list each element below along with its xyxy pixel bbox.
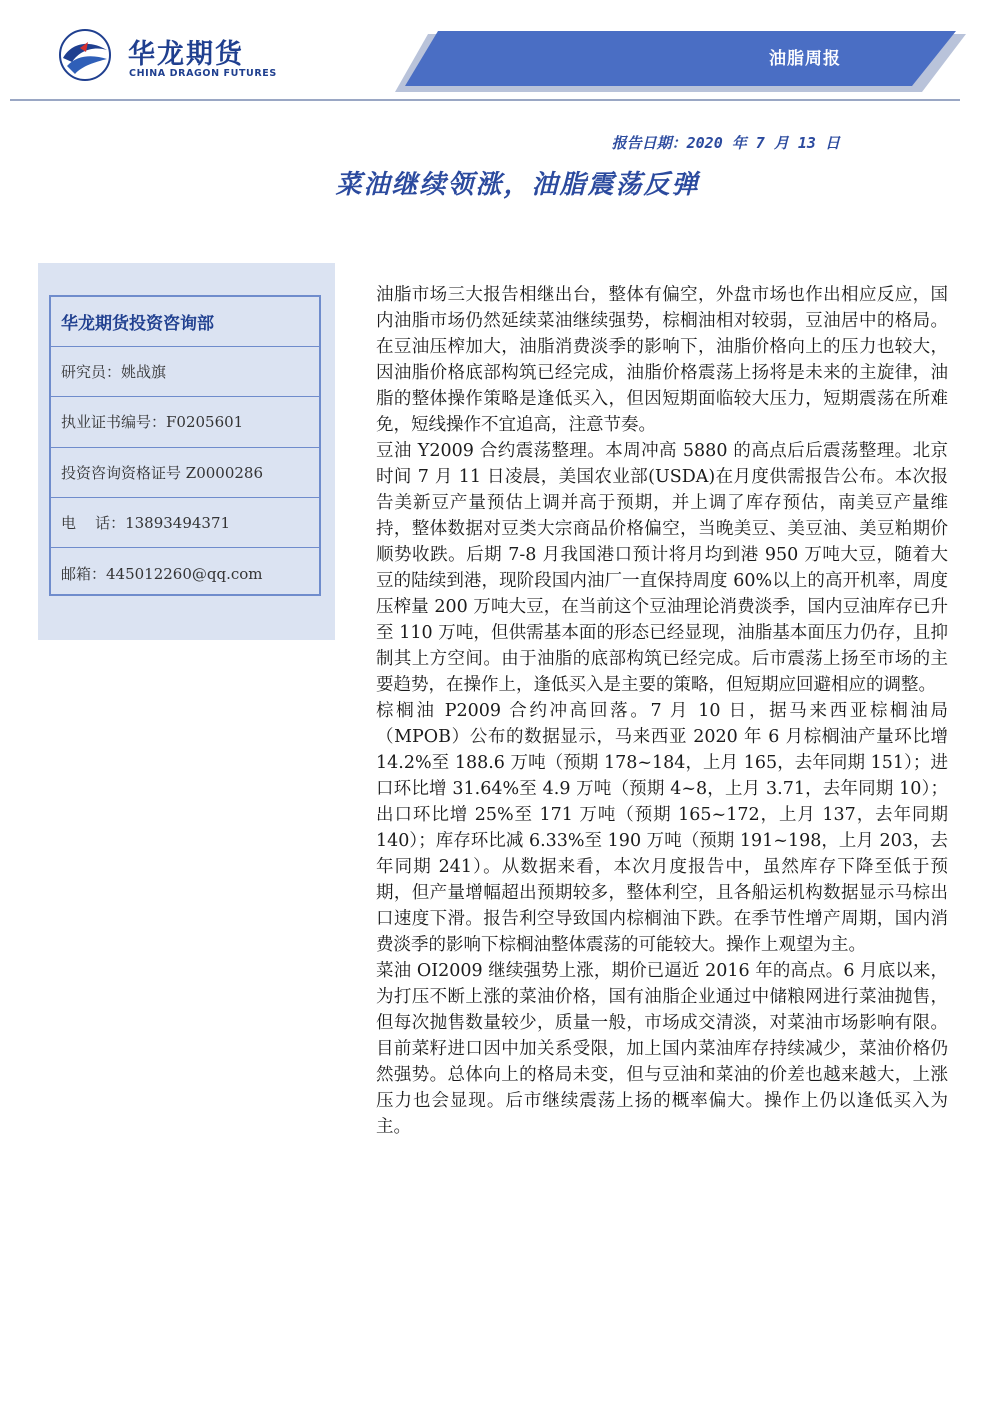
dragon-logo-icon: [58, 28, 112, 82]
soybean-oil-paragraph: 豆油 Y2009 合约震荡整理。本周冲高 5880 的高点后后震荡整理。北京时间 7 月 11 日凌晨，美国农业部(USDA)在月度供需报告公布。本次报告美新豆产量预估上调并高于预期，并上调了库存预估，南美豆产量维持，整体数据对豆类大宗商品价格偏空，当晚美豆、美豆油、美豆粕期价顺势收跌。后期 7-8 月我国港口预计将月均到港 950 万吨大豆，随着大豆的陆续到港，现阶段国内油厂一直保持周度 60%以上的高开机率，周度压榨量 200 万吨大豆，在当前这个豆油理论消费淡季，国内豆油库存已升至 110 万吨，但供需基本面的形态已经显现，油脂基本面压力仍存，且抑制其上方空间。由于油脂的底部构筑已经完成。后市震荡上扬至市场的主要趋势，在操作上，逢低买入是主要的策略，但短期应回避相应的调整。: [376, 441, 948, 695]
company-logo: [58, 28, 278, 88]
qualification-number: 投资咨询资格证号 Z0000286: [51, 448, 319, 498]
analyst-info-box: [49, 295, 321, 596]
summary-paragraph: 油脂市场三大报告相继出台，整体有偏空，外盘市场也作出相应反应，国内油脂市场仍然延续菜油继续强势，棕榈油相对较弱，豆油居中的格局。在豆油压榨加大，油脂消费淡季的影响下，油脂价格向上的压力也较大，因油脂价格底部构筑已经完成，油脂价格震荡上扬将是未来的主旋律，油脂的整体操作策略是逢低买入，但因短期面临较大压力，短期震荡在所难免，短线操作不宜追高，注意节奏。: [376, 285, 948, 435]
analyst-sidebar: [38, 263, 335, 640]
researcher-name: 研究员：姚战旗: [51, 347, 319, 397]
rapeseed-oil-paragraph: 菜油 OI2009 继续强势上涨，期价已逼近 2016 年的高点。6 月底以来，为打压不断上涨的菜油价格，国有油脂企业通过中储粮网进行菜油抛售，但每次抛售数量较少，质量一般，市场成交清淡，对菜油市场影响有限。目前菜籽进口因中加关系受限，加上国内菜油库存持续减少，菜油价格仍然强势。总体向上的格局未变，但与豆油和菜油的价差也越来越大，上涨压力也会显现。后市继续震荡上扬的概率偏大。操作上仍以逢低买入为主。: [376, 961, 948, 1137]
license-number: 执业证书编号：F0205601: [51, 397, 319, 447]
department-name: 华龙期货投资咨询部: [51, 297, 319, 347]
report-title: 菜油继续领涨，油脂震荡反弹: [335, 170, 700, 200]
email-address: 邮箱：445012260@qq.com: [61, 564, 263, 583]
page-header: [0, 0, 992, 110]
report-category-title: 油脂周报: [769, 49, 841, 69]
logo-english-name: CHINA DRAGON FUTURES: [129, 68, 277, 79]
logo-chinese-name: 华龙期货: [128, 39, 244, 70]
report-body: [376, 282, 948, 1140]
phone-number: 电 话：13893494371: [51, 498, 319, 548]
report-date: 报告日期：2020 年 7 月 13 日: [611, 134, 840, 152]
palm-oil-paragraph: 棕榈油 P2009 合约冲高回落。7 月 10 日，据马来西亚棕榈油局（MPOB）公布的数据显示，马来西亚 2020 年 6 月棕榈油产量环比增 14.2%至 188.6 万吨（预期 178~184，上月 165，去年同期 151）；进口环比增 31.64%至 4.9 万吨（预期 4~8，上月 3.71，去年同期 10）；出口环比增 25%至 171 万吨（预期 165~172，上月 137，去年同期 140）；库存环比减 6.33%至 190 万吨（预期 191~198，上月 203，去年同期 241）。从数据来看，本次月度报告中，虽然库存下降至低于预期，但产量增幅超出预期较多，整体利空，且各船运机构数据显示马棕出口速度下滑。报告利空导致国内棕榈油下跌。在季节性增产周期，国内消费淡季的影响下棕榈油整体震荡的可能较大。操作上观望为主。: [376, 701, 948, 955]
